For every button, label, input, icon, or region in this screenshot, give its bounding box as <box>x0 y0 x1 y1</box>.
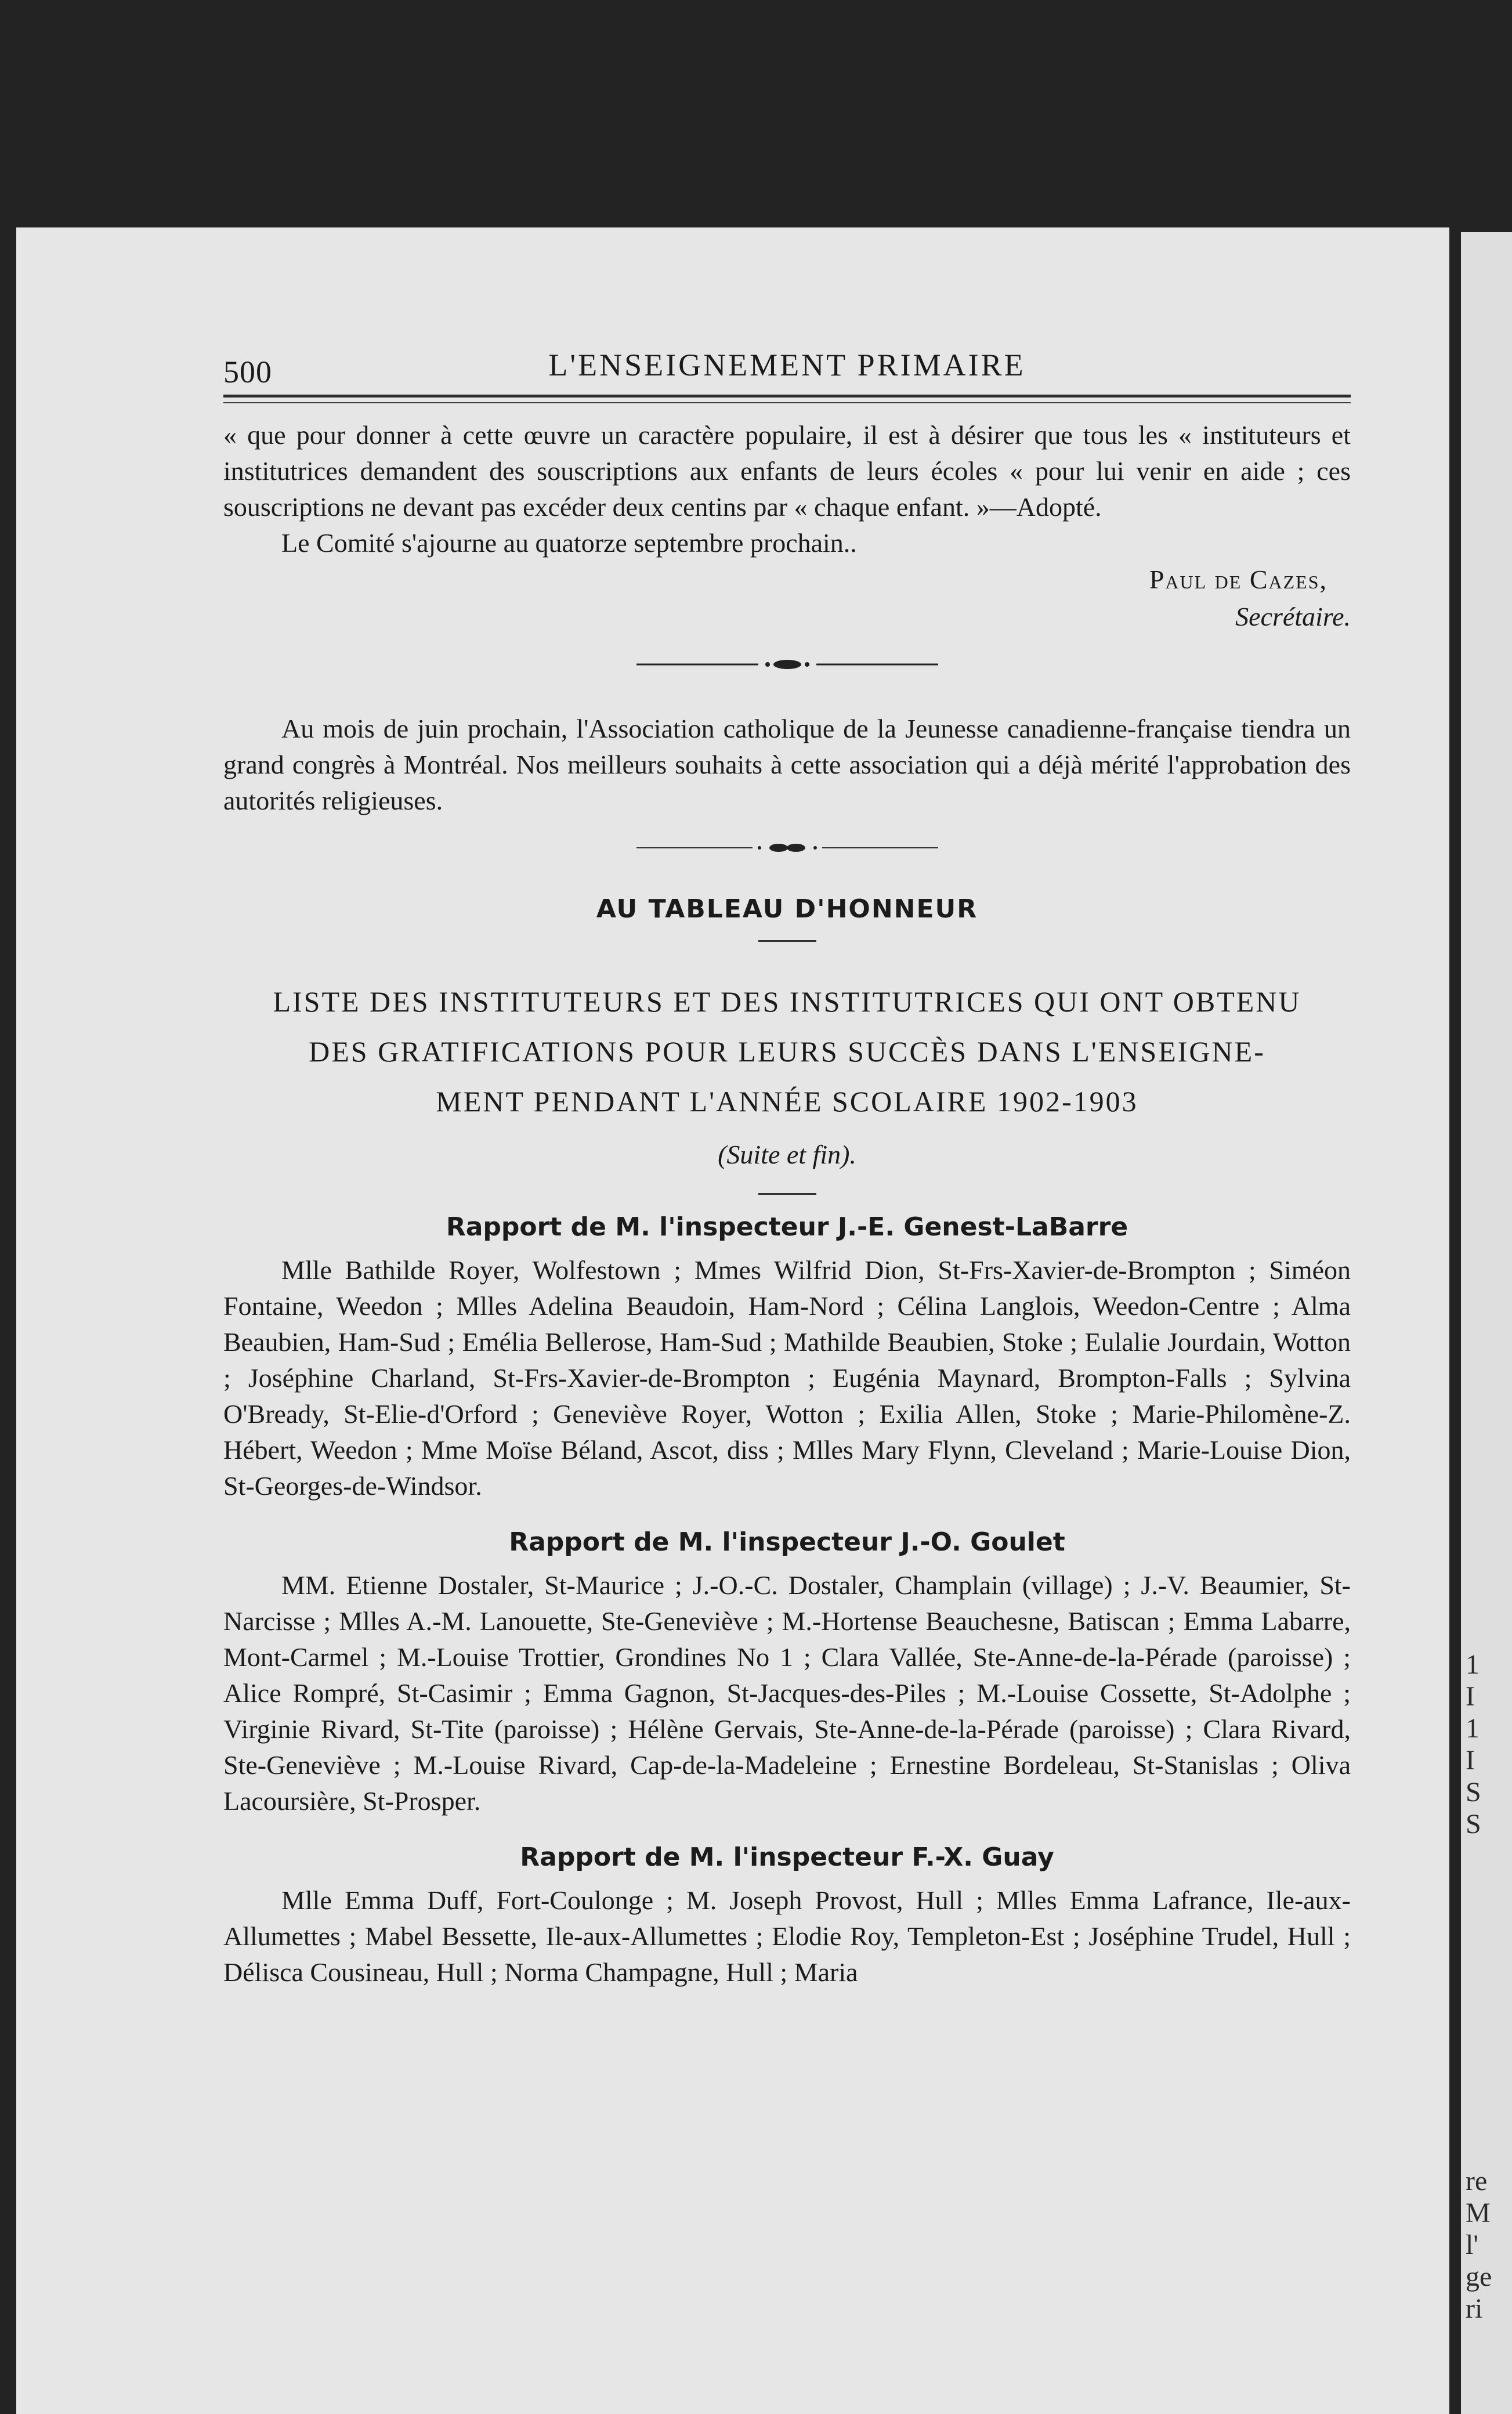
adjacent-fragment: 1 <box>1466 1649 1480 1680</box>
signatory-role: Secrétaire. <box>1235 602 1351 631</box>
fleuron-icon <box>636 653 938 676</box>
adjacent-fragment: S <box>1466 1809 1481 1840</box>
adjacent-fragment: l' <box>1466 2229 1478 2260</box>
page-header <box>223 331 1351 389</box>
page-number: 500 <box>223 355 272 389</box>
signature-block <box>223 561 1351 635</box>
fleuron-icon <box>636 836 938 859</box>
adjacent-fragment: ri <box>1466 2293 1483 2324</box>
report-heading: Rapport de M. l'inspecteur J.-O. Goulet <box>509 1527 1065 1557</box>
page-content <box>223 331 1351 1990</box>
short-rule <box>758 1193 816 1195</box>
short-rule <box>758 940 816 942</box>
report-heading: Rapport de M. l'inspecteur J.-E. Genest-LaBarre <box>446 1212 1128 1242</box>
header-rule-thick <box>223 395 1351 397</box>
adjacent-fragment: S <box>1466 1777 1481 1808</box>
ornament-divider <box>223 653 1351 693</box>
adjournment-text: Le Comité s'ajourne au quatorze septembre prochain.. <box>281 528 857 558</box>
announcement-text: Au mois de juin prochain, l'Association catholique de la Jeunesse canadienne-française tiendra un grand congrès à Montréal. Nos meilleurs souhaits à cette association qui a déjà mérité l'approbation des autorités religieuses. <box>223 714 1351 815</box>
adjacent-fragment: I <box>1466 1745 1475 1776</box>
report-text: Mlle Bathilde Royer, Wolfestown ; Mmes Wilfrid Dion, St-Frs-Xavier-de-Brompton ; Siméon Fontaine, Weedon ; Mlles Adelina Beaudoin, Ham-Nord ; Célina Langlois, Weedon-Centre ; Alma Beaubien, Ham-Sud ; Emélia Bellerose, Ham-Sud ; Mathilde Beaubien, Stoke ; Eulalie Jourdain, Wotton ; Joséphine Charland, St-Frs-Xavier-de-Brompton ; Eugénia Maynard, Brompton-Falls ; Sylvina O'Bready, St-Elie-d'Orford ; Geneviève Royer, Wotton ; Exilia Allen, Stoke ; Marie-Philomène-Z. Hébert, Weedon ; Mme Moïse Béland, Ascot, diss ; Mlles Mary Flynn, Cleveland ; Marie-Louise Dion, St-Georges-de-Windsor. <box>223 1255 1351 1501</box>
adjacent-page-edge <box>1461 232 1512 2414</box>
running-title: L'ENSEIGNEMENT PRIMAIRE <box>548 348 1026 382</box>
adjacent-fragment: 1 <box>1466 1713 1480 1744</box>
report-text: MM. Etienne Dostaler, St-Maurice ; J.-O.-C. Dostaler, Champlain (village) ; J.-V. Beaumier, St-Narcisse ; Mlles A.-M. Lanouette, Ste-Geneviève ; M.-Hortense Beauchesne, Batiscan ; Emma Labarre, Mont-Carmel ; M.-Louise Trottier, Grondines No 1 ; Clara Vallée, Ste-Anne-de-la-Pérade (paroisse) ; Alice Rompré, St-Casimir ; Emma Gagnon, St-Jacques-des-Piles ; M.-Louise Cossette, St-Adolphe ; Virginie Rivard, St-Tite (paroisse) ; Hélène Gervais, Ste-Anne-de-la-Pérade (paroisse) ; Clara Rivard, Ste-Geneviève ; M.-Louise Rivard, Cap-de-la-Madeleine ; Ernestine Bordeleau, St-Stanislas ; Oliva Lacoursière, St-Prosper. <box>223 1570 1351 1816</box>
list-title-line: LISTE DES INSTITUTEURS ET DES INSTITUTRICES QUI ONT OBTENU <box>273 985 1301 1018</box>
list-title-line: MENT PENDANT L'ANNÉE SCOLAIRE 1902-1903 <box>436 1085 1138 1118</box>
list-title-line: DES GRATIFICATIONS POUR LEURS SUCCÈS DANS L'ENSEIGNE- <box>309 1035 1265 1068</box>
resolution-text: « que pour donner à cette œuvre un caractère populaire, il est à désirer que tous les « instituteurs et institutrices demandent des souscriptions aux enfants de leurs écoles « pour lui venir en aide ; ces souscriptions ne devant pas excéder deux centins par « chaque enfant. »—Adopté. <box>223 420 1351 522</box>
adjacent-fragment: M <box>1466 2198 1491 2228</box>
adjacent-fragment: ge <box>1466 2261 1492 2292</box>
header-rule-thin <box>223 402 1351 403</box>
report-heading: Rapport de M. l'inspecteur F.-X. Guay <box>520 1842 1054 1872</box>
report-text: Mlle Emma Duff, Fort-Coulonge ; M. Joseph Provost, Hull ; Mlles Emma Lafrance, Ile-aux-Allumettes ; Mabel Bessette, Ile-aux-Allumettes ; Elodie Roy, Templeton-Est ; Joséphine Trudel, Hull ; Délisca Cousineau, Hull ; Norma Champagne, Hull ; Maria <box>223 1885 1351 1987</box>
adjacent-fragment: re <box>1466 2166 1488 2196</box>
signatory-name: Paul de Cazes, <box>1149 565 1327 594</box>
list-subtitle: (Suite et fin). <box>718 1140 856 1169</box>
adjacent-fragment: I <box>1466 1681 1475 1712</box>
honor-roll-heading: AU TABLEAU D'HONNEUR <box>596 894 978 924</box>
ornament-divider <box>223 836 1351 877</box>
